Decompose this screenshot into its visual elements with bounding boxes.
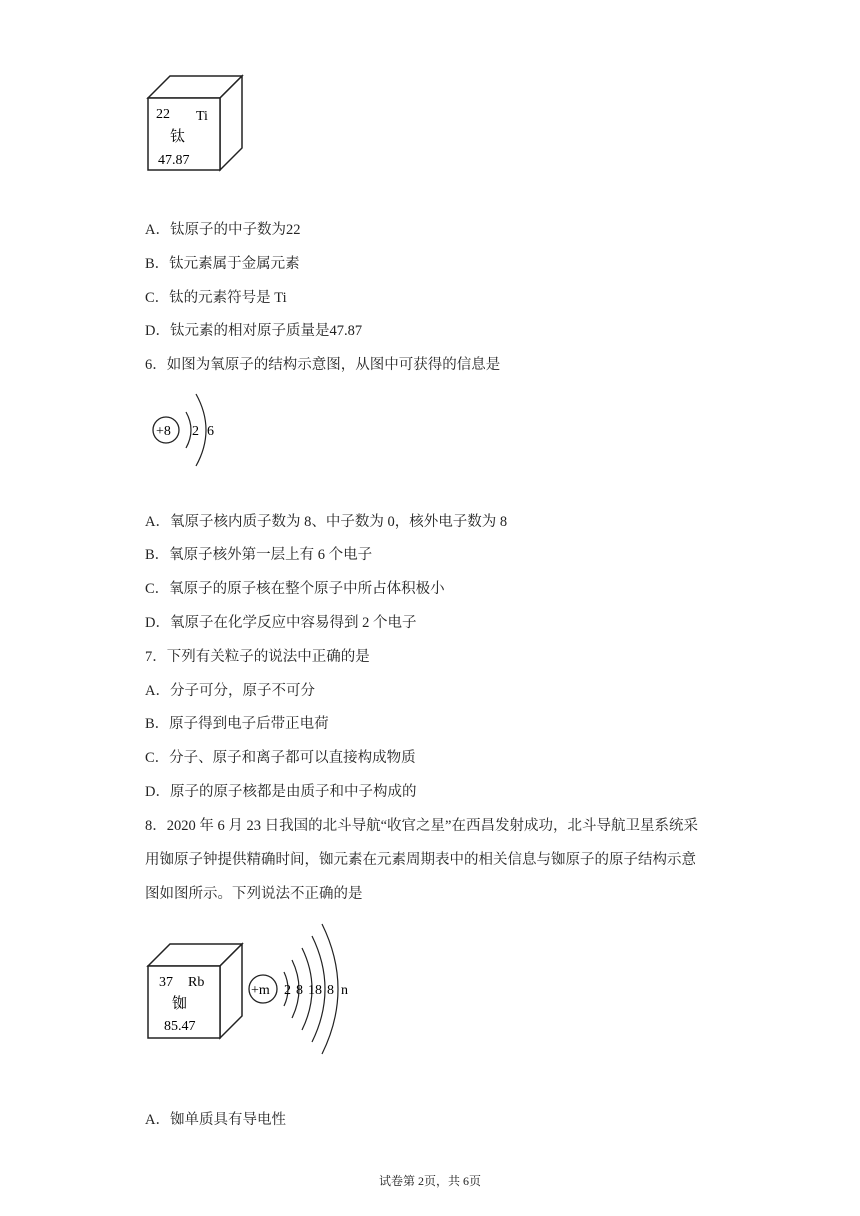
q8-stem-line-1: 8．2020 年 6 月 23 日我国的北斗导航“收官之星”在西昌发射成功，北斗导航卫星系统采 [145,818,698,834]
q5-option-c: C．钛的元素符号是 Ti [145,290,287,306]
rubidium-element-card [146,942,246,1042]
q5-option-b: B．钛元素属于金属元素 [145,256,300,272]
q6-option-c: C．氧原子的原子核在整个原子中所占体积极小 [145,581,445,597]
element-number: 22 [156,107,170,122]
rubidium-atom-diagram [246,920,358,1056]
element-name: 钛 [170,129,186,145]
q8-option-a: A．铷单质具有导电性 [145,1112,286,1128]
q7-option-c: C．分子、原子和离子都可以直接构成物质 [145,750,416,766]
oxygen-atom-diagram [150,390,230,470]
page-footer: 试卷第 2页，共 6页 [378,1174,481,1188]
shell-2-electrons: 8 [296,983,303,998]
element-mass: 47.87 [158,153,190,168]
nucleus-charge: +8 [156,424,171,439]
q6-option-a: A．氧原子核内质子数为 8、中子数为 0，核外电子数为 8 [145,514,508,530]
q8-stem-line-2: 用铷原子钟提供精确时间，铷元素在元素周期表中的相关信息与铷原子的原子结构示意 [145,852,696,868]
element-symbol: Ti [196,109,208,124]
q6-stem: 6．如图为氧原子的结构示意图，从图中可获得的信息是 [145,357,501,373]
shell-4-electrons: 8 [327,983,334,998]
nucleus-charge: +m [251,983,270,998]
element-name: 铷 [172,996,188,1012]
q6-option-b: B．氧原子核外第一层上有 6 个电子 [145,547,373,563]
shell-1-electrons: 2 [284,983,291,998]
shell-2-electrons: 6 [207,424,214,439]
q6-option-d: D．氧原子在化学反应中容易得到 2 个电子 [145,615,417,631]
titanium-element-card [146,74,246,174]
shell-3-electrons: 18 [308,983,322,998]
shell-1-electrons: 2 [192,424,199,439]
element-number: 37 [159,975,173,990]
q7-option-d: D．原子的原子核都是由质子和中子构成的 [145,784,417,800]
shell-5-electrons: n [341,983,348,998]
q7-option-a: A．分子可分，原子不可分 [145,683,315,699]
element-symbol: Rb [188,975,205,990]
q7-stem: 7．下列有关粒子的说法中正确的是 [145,649,370,665]
element-mass: 85.47 [164,1019,196,1034]
q5-option-d: D．钛元素的相对原子质量是47.87 [145,323,363,339]
q8-stem-line-3: 图如图所示。下列说法不正确的是 [145,886,363,902]
q5-option-a: A．钛原子的中子数为22 [145,222,301,238]
q7-option-b: B．原子得到电子后带正电荷 [145,716,329,732]
